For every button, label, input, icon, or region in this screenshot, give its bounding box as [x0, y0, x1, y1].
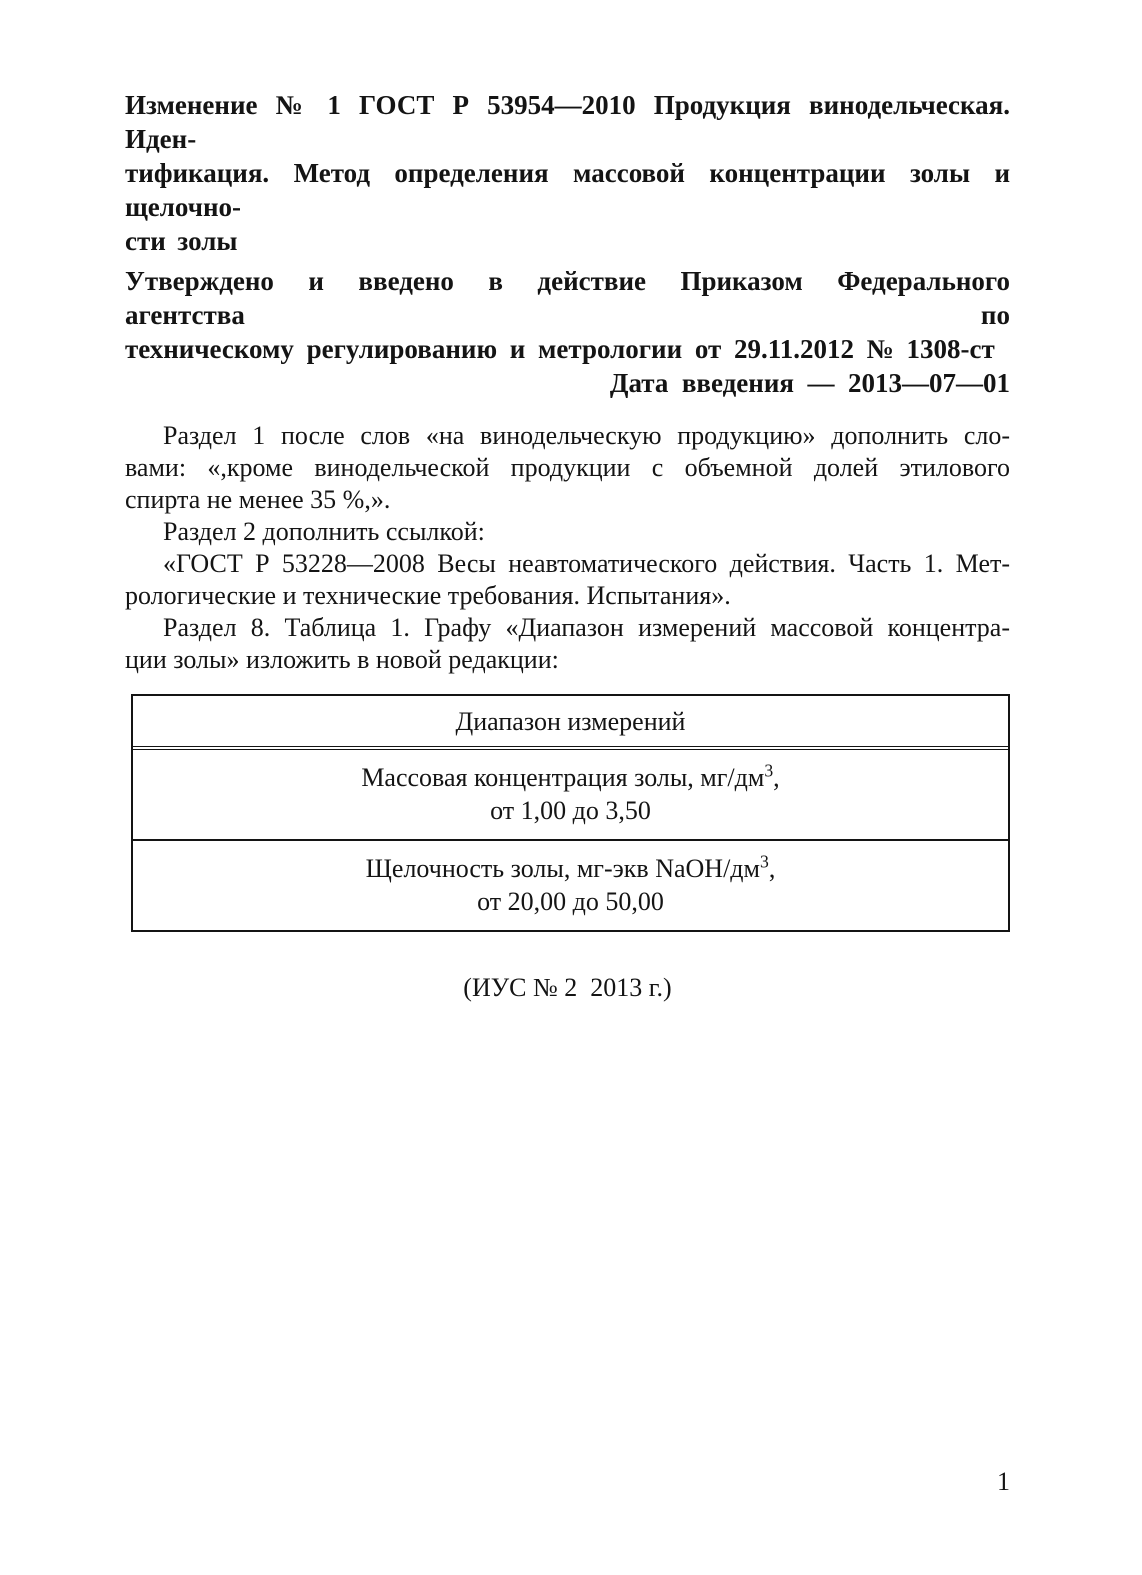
table-row-2-name — [143, 852, 998, 885]
table-row-1-superscript: 3 — [764, 760, 774, 781]
approval-line-2: техническому регулированию и метрологии от 29.11.2012 № 1308-ст — [125, 334, 995, 364]
page-number: 1 — [997, 1467, 1010, 1496]
amendment-body — [125, 420, 1010, 676]
paragraph-1-line-1: Раздел 1 после слов «на винодельческую продукцию» дополнить сло- — [163, 421, 1010, 450]
table-row-1-name-tail: , — [773, 763, 780, 792]
table-row-1-range: от 1,00 до 3,50 — [490, 796, 651, 825]
table-row-ash-alkalinity — [133, 841, 1008, 930]
table-row-2-name-tail: , — [768, 854, 776, 883]
table-row-2-name-text: Щелочность золы, мг-экв NaOH/дм — [365, 854, 760, 883]
paragraph-reference — [125, 548, 1010, 612]
page-content — [125, 88, 1010, 1030]
table-row-2-range: от 20,00 до 50,00 — [477, 887, 664, 916]
paragraph-1-line-3: спирта не менее 35 %,». — [125, 485, 391, 514]
table-row-2-superscript: 3 — [759, 851, 769, 872]
approval-statement — [125, 264, 1010, 366]
paragraph-4-line-2: ции золы» изложить в новой редакции: — [125, 645, 559, 674]
paragraph-4-line-1: Раздел 8. Таблица 1. Графу «Диапазон измерений массовой концентра- — [163, 613, 1010, 642]
paragraph-3-line-2: рологические и технические требования. Испытания». — [125, 581, 731, 610]
amendment-title-line-3: сти золы — [125, 226, 238, 256]
paragraph-1-line-2: вами: «,кроме винодельческой продукции с объемной долей этилового — [125, 453, 1010, 482]
table-row-1-name-text: Массовая концентрация золы, мг/дм — [361, 763, 765, 792]
amendment-title-line-2: тификация. Метод определения массовой концентрации золы и щелочно- — [125, 158, 1010, 222]
table-header-cell: Диапазон измерений — [133, 696, 1008, 750]
approval-line-1: Утверждено и введено в действие Приказом Федерального агентства по — [125, 266, 1010, 330]
measurement-range-table — [131, 694, 1010, 932]
amendment-title-line-1: Изменение № 1 ГОСТ Р 53954—2010 Продукция винодельческая. Иден- — [125, 90, 1010, 154]
table-row-1-name — [143, 761, 998, 794]
paragraph-3-line-1: «ГОСТ Р 53228—2008 Весы неавтоматического действия. Часть 1. Мет- — [163, 549, 1010, 578]
table-row-mass-concentration — [133, 750, 1008, 841]
effective-date: Дата введения — 2013—07—01 — [609, 368, 1010, 398]
ius-publication-note: (ИУС № 2 2013 г.) — [463, 973, 672, 1002]
paragraph-section-1 — [125, 420, 1010, 516]
paragraph-section-8 — [125, 612, 1010, 676]
paragraph-section-2 — [125, 516, 1010, 548]
paragraph-2-line-1: Раздел 2 дополнить ссылкой: — [163, 517, 485, 546]
amendment-title — [125, 88, 1010, 258]
